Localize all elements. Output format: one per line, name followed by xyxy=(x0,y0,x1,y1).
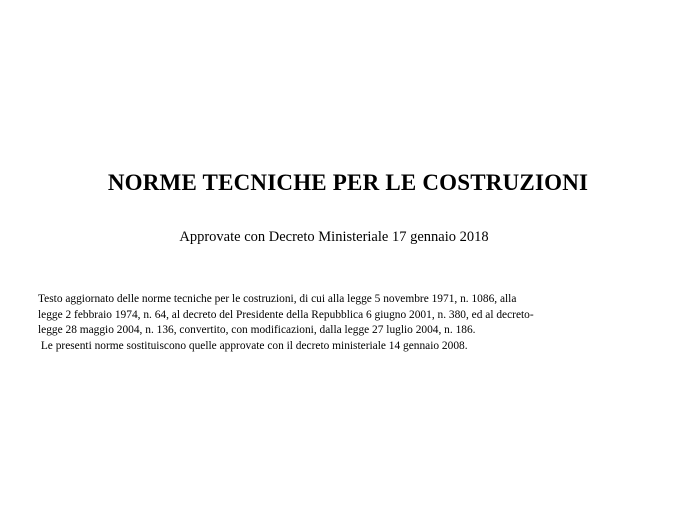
body-line-4: Le presenti norme sostituiscono quelle approvate con il decreto ministeriale 14 gennaio 2008. xyxy=(38,339,468,352)
document-subtitle: Approvate con Decreto Ministeriale 17 gennaio 2018 xyxy=(179,229,489,245)
document-body xyxy=(38,292,638,354)
body-line-3: legge 28 maggio 2004, n. 136, convertito, con modificazioni, dalla legge 27 luglio 2004, n. 186. xyxy=(38,324,476,337)
body-line-1: Testo aggiornato delle norme tecniche per le costruzioni, di cui alla legge 5 novembre 1971, n. 1086, alla xyxy=(38,293,517,305)
document-title: NORME TECNICHE PER LE COSTRUZIONI xyxy=(107,170,589,195)
body-line-2: legge 2 febbraio 1974, n. 64, al decreto del Presidente della Repubblica 6 giugno 2001, n. 380, ed al decreto- xyxy=(38,308,534,321)
